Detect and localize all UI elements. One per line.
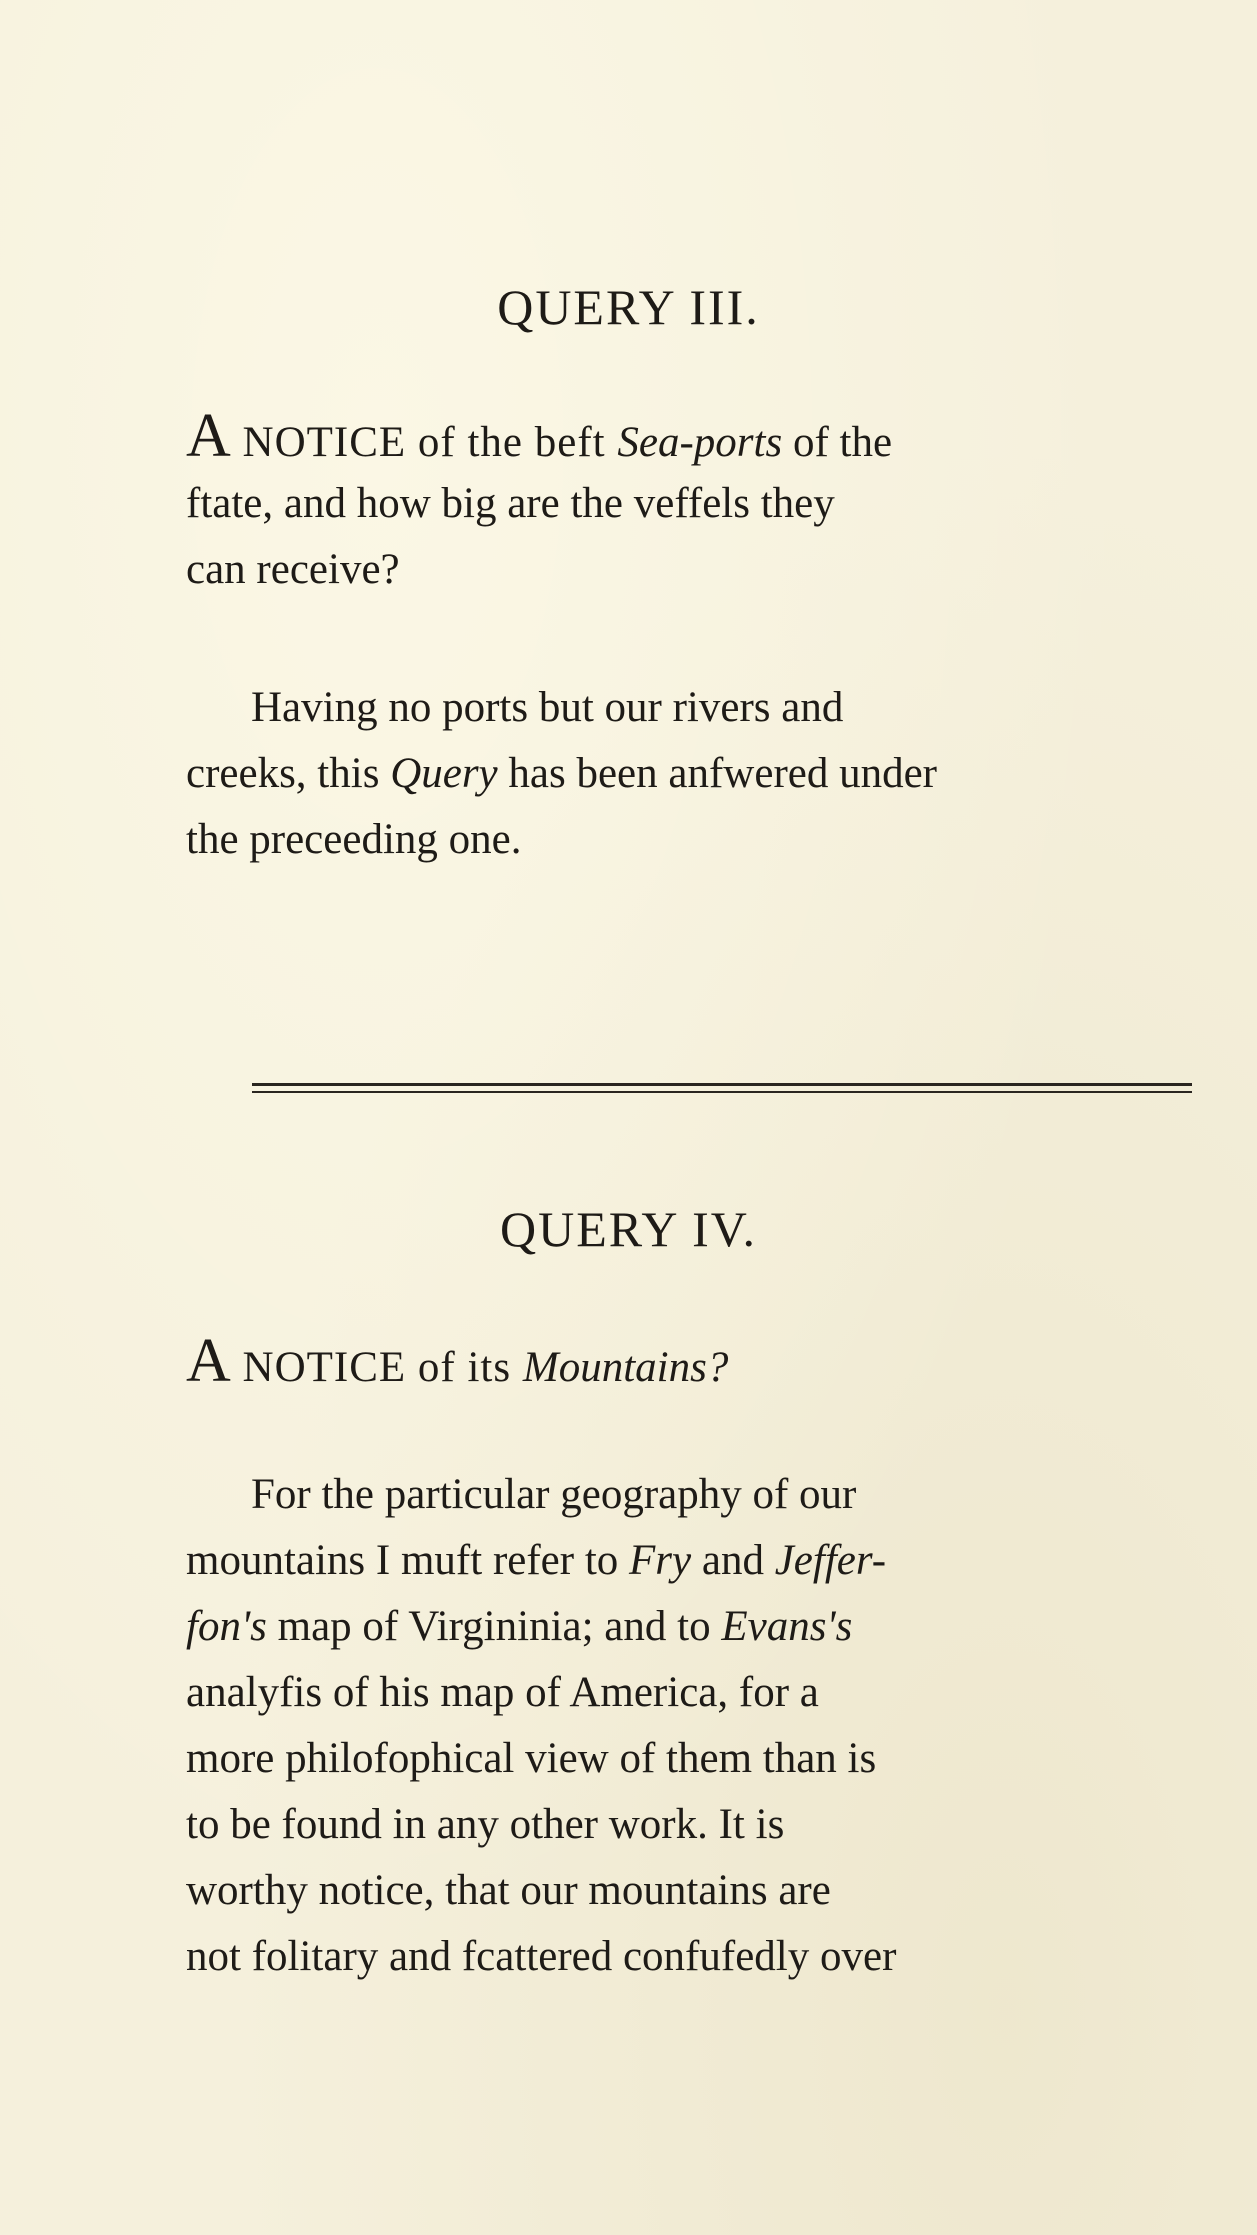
query-4-answer-line-4: analyfis of his map of America, for a	[186, 1669, 819, 1716]
section-divider	[252, 1083, 1192, 1097]
query-4-answer-line-6: to be found in any other work. It is	[186, 1801, 785, 1848]
query-4-answer-line-2: mountains I muft refer to Fry and Jeffer-	[186, 1537, 887, 1584]
drop-cap: A	[186, 1327, 231, 1395]
query-4-answer-line-1: For the particular geography of our	[251, 1471, 857, 1518]
query-3-answer	[186, 675, 1186, 873]
divider-thin-line	[252, 1091, 1192, 1093]
query-4-answer-line-8: not folitary and fcattered confufedly over	[186, 1933, 897, 1980]
query-4-answer	[186, 1462, 1186, 1990]
query-3-title: QUERY III.	[497, 279, 760, 335]
query-4-answer-line-7: worthy notice, that our mountains are	[186, 1867, 831, 1914]
query-3-answer-line-1: Having no ports but our rivers and	[251, 684, 844, 731]
divider-thick-line	[252, 1083, 1192, 1086]
drop-cap: A	[186, 402, 231, 470]
query-4-question-line-1: A NOTICE of its Mountains?	[186, 1327, 729, 1395]
query-4-answer-line-5: more philofophical view of them than is	[186, 1735, 877, 1782]
query-4-title: QUERY IV.	[500, 1201, 757, 1257]
query-4-question	[186, 1327, 1186, 1396]
query-3-question	[186, 402, 1186, 603]
query-3-question-line-3: can receive?	[186, 546, 400, 593]
query-4-answer-line-3: fon's map of Virgininia; and to Evans's	[186, 1603, 853, 1650]
query-3-question-line-1: A NOTICE of the beft Sea-ports of the	[186, 402, 893, 470]
query-3-answer-line-2: creeks, this Query has been anfwered under	[186, 750, 937, 797]
query-3-answer-line-3: the preceeding one.	[186, 816, 522, 863]
query-3-question-line-2: ftate, and how big are the veffels they	[186, 480, 835, 527]
